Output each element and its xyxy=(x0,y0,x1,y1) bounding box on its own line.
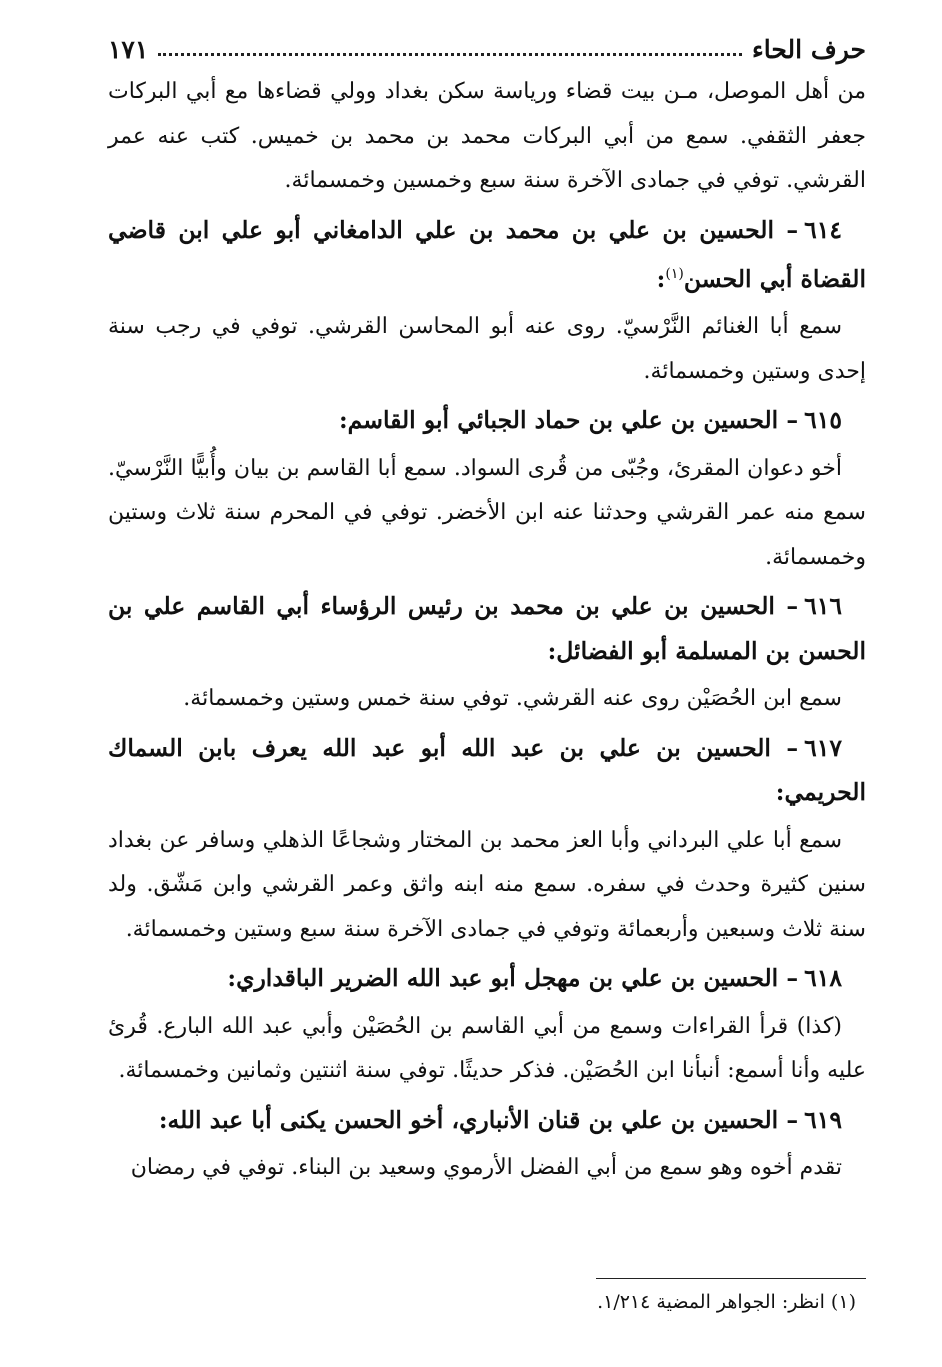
entry-heading xyxy=(108,584,866,673)
entry-number: ٦١٩ xyxy=(804,1105,842,1134)
entry-heading-end: : xyxy=(656,264,666,293)
entry-heading xyxy=(108,208,866,302)
entry-heading-text: – الحسين بن علي بن حماد الجبائي أبو القاسم: xyxy=(338,406,799,435)
entry-heading-text: – الحسين بن علي بن محمد بن علي الدامغاني أبو علي ابن قاضي القضاة أبي الحسن xyxy=(108,215,866,293)
entry-heading xyxy=(108,956,866,1001)
entry-body: تقدم أخوه وهو سمع من أبي الفضل الأرموي وسعيد بن البناء. توفي في رمضان xyxy=(130,1155,842,1181)
entry-heading-text: – الحسين بن علي بن محمد بن رئيس الرؤساء أبي القاسم علي بن الحسن بن المسلمة أبو الفضائل: xyxy=(108,592,866,665)
entry-616 xyxy=(108,584,866,722)
entry-body: أخو دعوان المقرئ، وجُبّى من قُرى السواد. سمع أبا القاسم بن بيان وأُبيًّا النَّرْسيّ. سمع منه عمر القرشي وحدثنا عنه ابن الأخضر. توفي في المحرم سنة ثلاث وستين وخمسمائة. xyxy=(108,455,866,570)
footnotes xyxy=(108,1278,866,1317)
entry-body: سمع أبا علي البرداني وأبا العز محمد بن المختار وشجاعًا الذهلي وسافر عن بغداد سنين كثيرة وحدث في سفره. سمع منه ابنه واثق وعمر القرشي وابن مَشّق. ولد سنة ثلاث وسبعين وأربعمائة وتوفي في جمادى الآخرة سنة سبع وستين وخمسمائة. xyxy=(108,827,866,942)
entry-number: ٦١٥ xyxy=(804,406,842,435)
entry-number: ٦١٧ xyxy=(804,733,842,762)
entry-body: (كذا) قرأ القراءات وسمع من أبي القاسم بن الحُصَيْن وأبي عبد الله البارع. قُرئ عليه وأنا أسمع: أنبأنا ابن الحُصَيْن. فذكر حديثًا. توفي سنة اثنتين وثمانين وخمسمائة. xyxy=(108,1013,866,1084)
entry-618 xyxy=(108,956,866,1094)
footnote-divider xyxy=(596,1278,866,1279)
continuation-paragraph: من أهل الموصل، مـن بيت قضاء ورياسة سكن بغداد وولي قضاءها مع أبي البركات جعفر الثقفي. سمع من أبي البركات محمد بن محمد بن خميس. كتب عنه عمر القرشي. توفي في جمادى الآخرة سنة سبع وخمسين وخمسمائة. xyxy=(108,79,866,193)
entry-number: ٦١٦ xyxy=(804,592,842,621)
dot-leader xyxy=(158,53,742,56)
footnote-marker: (١) xyxy=(665,266,684,282)
entry-heading xyxy=(108,726,866,815)
entry-body: سمع أبا الغنائم النَّرْسيّ. روى عنه أبو المحاسن القرشي. توفي في رجب سنة إحدى وستين وخمسمائة. xyxy=(108,314,866,384)
entry-617 xyxy=(108,726,866,953)
entry-body: سمع ابن الحُصَيْن روى عنه القرشي. توفي سنة خمس وستين وخمسمائة. xyxy=(183,686,842,712)
entry-number: ٦١٨ xyxy=(804,964,842,993)
entry-heading-text: – الحسين بن علي بن قنان الأنباري، أخو الحسن يكنى أبا عبد الله: xyxy=(158,1105,799,1134)
entry-heading xyxy=(108,398,866,443)
entry-heading-text: – الحسين بن علي بن مهجل أبو عبد الله الضرير الباقداري: xyxy=(227,964,799,993)
entry-619 xyxy=(108,1098,866,1191)
entry-615 xyxy=(108,398,866,580)
page-number: ١٧١ xyxy=(108,34,149,64)
entry-614 xyxy=(108,208,866,395)
running-head-title: حرف الحاء xyxy=(752,34,866,64)
footnote: (١) انظر: الجواهر المضية ١/٢١٤. xyxy=(597,1291,856,1313)
entry-heading-text: – الحسين بن علي بن عبد الله أبو عبد الله يعرف بابن السماك الحريمي: xyxy=(108,733,866,807)
entry-number: ٦١٤ xyxy=(804,215,842,244)
entry-heading xyxy=(108,1098,866,1143)
running-head xyxy=(108,28,866,70)
page xyxy=(108,28,866,1191)
